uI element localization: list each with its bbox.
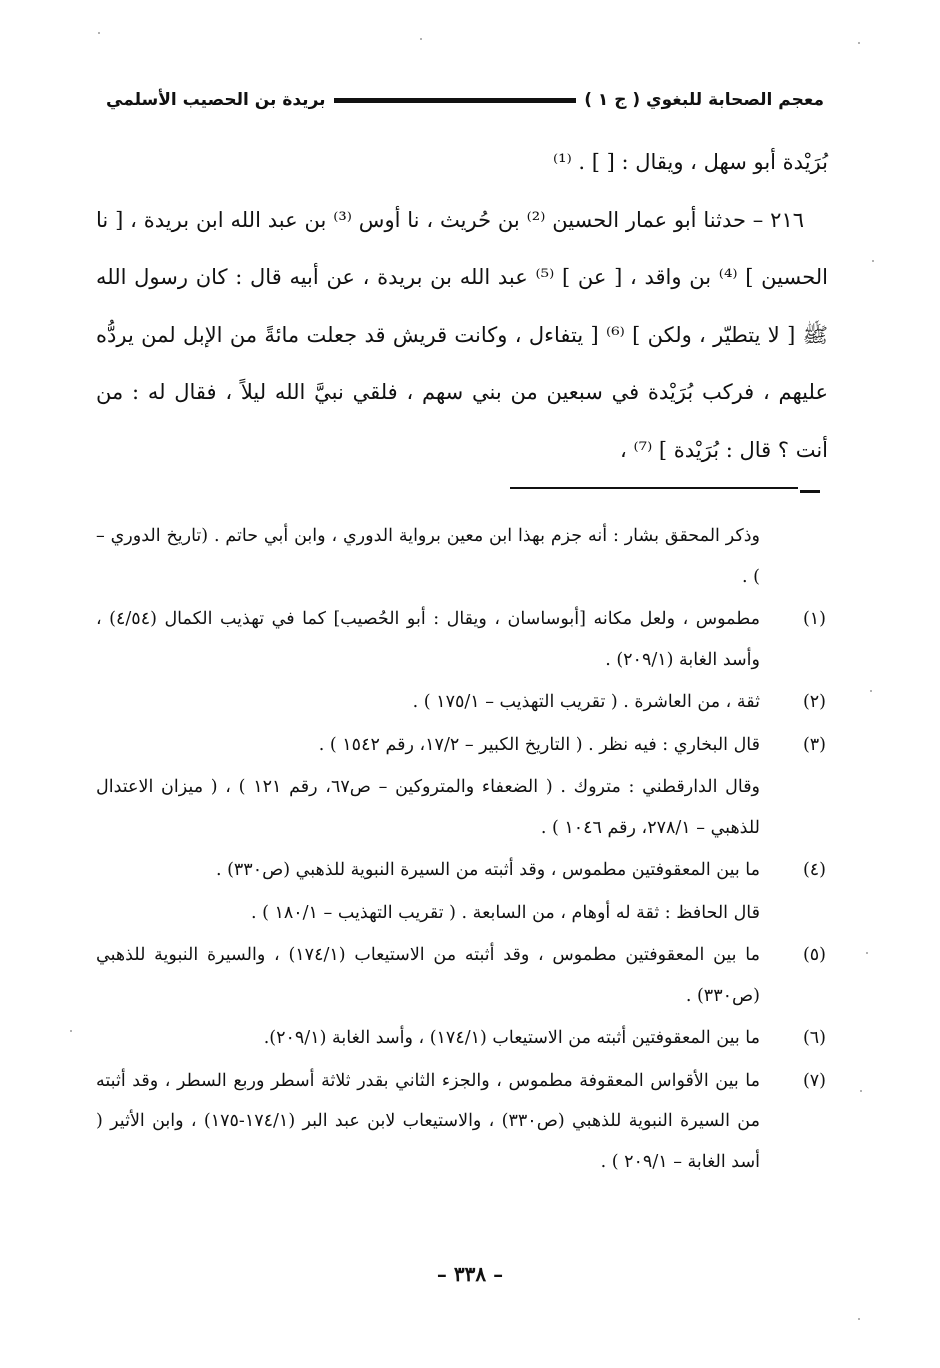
scan-speck <box>858 42 860 44</box>
header-entry-title: بريدة بن الحصيب الأسلمي <box>106 90 326 110</box>
footnote-1 <box>96 599 826 680</box>
footnote-number: (٦) <box>802 1028 826 1048</box>
main-text <box>96 134 828 479</box>
scan-speck <box>858 1318 860 1320</box>
scan-speck <box>70 1030 72 1032</box>
footnote-text: مطموس ، ولعل مكانه [أبوساسان ، ويقال : أبو الحُصيب] كما في تهذيب الكمال (٤/٥٤) ، وأسد الغابة (٢٠٩/١) . <box>96 609 760 670</box>
footnote-number: (٣) <box>802 734 826 755</box>
footnote-text: ثقة ، من العاشرة . ( تقريب التهذيب – ١٧٥/١ ) . <box>412 692 760 712</box>
footnote-text: ما بين المعقوفتين أثبته من الاستيعاب (١٧٤/١) ، وأسد الغابة (٢٠٩/١). <box>263 1028 760 1048</box>
footnote-5 <box>96 935 826 1016</box>
footnote-number: (٢) <box>802 692 826 712</box>
footnote-text: ما بين المعقوفتين مطموس ، وقد أثبته من الاستيعاب (١٧٤/١) ، والسيرة النبوية للذهبي (ص٣٣٠) . <box>96 945 760 1006</box>
entry-heading-line: بُرَيْدة أبو سهل ، ويقال : [ ] . ⁽¹⁾ <box>552 150 828 174</box>
scan-speck <box>872 260 874 262</box>
footnote-3-continuation <box>96 767 826 848</box>
header-rule <box>334 98 577 103</box>
footnote-continuation <box>96 516 826 597</box>
footnote-4-continuation <box>96 893 826 934</box>
header-book-title: معجم الصحابة للبغوي ( ج ١ ) <box>584 90 824 110</box>
footnote-number: (٥) <box>802 945 826 965</box>
footnote-2 <box>96 682 826 723</box>
scan-speck <box>866 952 868 954</box>
footnote-text: قال البخاري : فيه نظر . ( التاريخ الكبير – ١٧/٢، رقم ١٥٤٢ ) . <box>318 734 760 755</box>
scan-speck <box>860 1090 862 1092</box>
footnote-6 <box>96 1018 826 1059</box>
hadith-paragraph: ٢١٦ – حدثنا أبو عمار الحسين ⁽²⁾ بن حُريث ، نا أوس ⁽³⁾ بن عبد الله ابن بريدة ، [ نا الحسين ] ⁽⁴⁾ بن واقد ، [ عن ] ⁽⁵⁾ عبد الله بن بريدة ، عن أبيه قال : كان رسول الله ﷺ [ لا يتطيّر ، ولكن ] ⁽⁶⁾ [ يتفاءل ، وكانت قريش قد جعلت مائةً من الإبل لمن يردُّه عليهم ، فركب بُرَيْدة في سبعين من بني سهم ، فلقي نبيَّ الله ليلاً ، فقال له : من أنت ؟ قال : بُرَيْدة ] ⁽⁷⁾ ، <box>96 207 829 462</box>
footnote-number: (١) <box>802 609 826 629</box>
scan-speck <box>870 690 872 692</box>
footnote-7 <box>96 1061 826 1183</box>
footnote-text: وذكر المحقق بشار : أنه جزم بهذا ابن معين برواية الدوري ، وابن أبي حاتم . (تاريخ الدوري – ) . <box>96 526 760 587</box>
footnote-text: ما بين الأقواس المعقوفة مطموس ، والجزء الثاني بقدر ثلاثة أسطر وربع السطر ، وقد أثبته من السيرة النبوية للذهبي (ص٣٣٠) ، والاستيعاب لابن عبد البر (١٧٤/١-١٧٥) ، وابن الأثير ( أسد الغابة – ٢٠٩/١ ) . <box>96 1070 760 1172</box>
scan-speck <box>98 32 100 34</box>
footnote-text: ما بين المعقوفتين مطموس ، وقد أثبته من السيرة النبوية للذهبي (ص٣٣٠) . <box>215 860 760 880</box>
footnote-number: (٧) <box>802 1070 826 1091</box>
footnotes <box>96 516 826 1182</box>
footnote-separator-dash <box>800 490 820 493</box>
footnote-text: وقال الدارقطني : متروك . ( الضعفاء والمتروكين – ص٦٧، رقم ١٢١ ) ، ( ميزان الاعتدال للذهبي – ٢٧٨/١، رقم ١٠٤٦ ) . <box>96 777 761 838</box>
footnote-text: قال الحافظ : ثقة له أوهام ، من السابعة . ( تقريب التهذيب – ١٨٠/١ ) . <box>250 902 760 923</box>
footnote-3 <box>96 725 826 766</box>
running-header <box>106 84 824 116</box>
scan-speck <box>420 38 422 40</box>
page-number: – ٣٣٨ – <box>436 1262 504 1286</box>
footnote-number: (٤) <box>802 860 826 880</box>
footnote-4 <box>96 850 826 891</box>
footnote-separator <box>510 487 798 489</box>
